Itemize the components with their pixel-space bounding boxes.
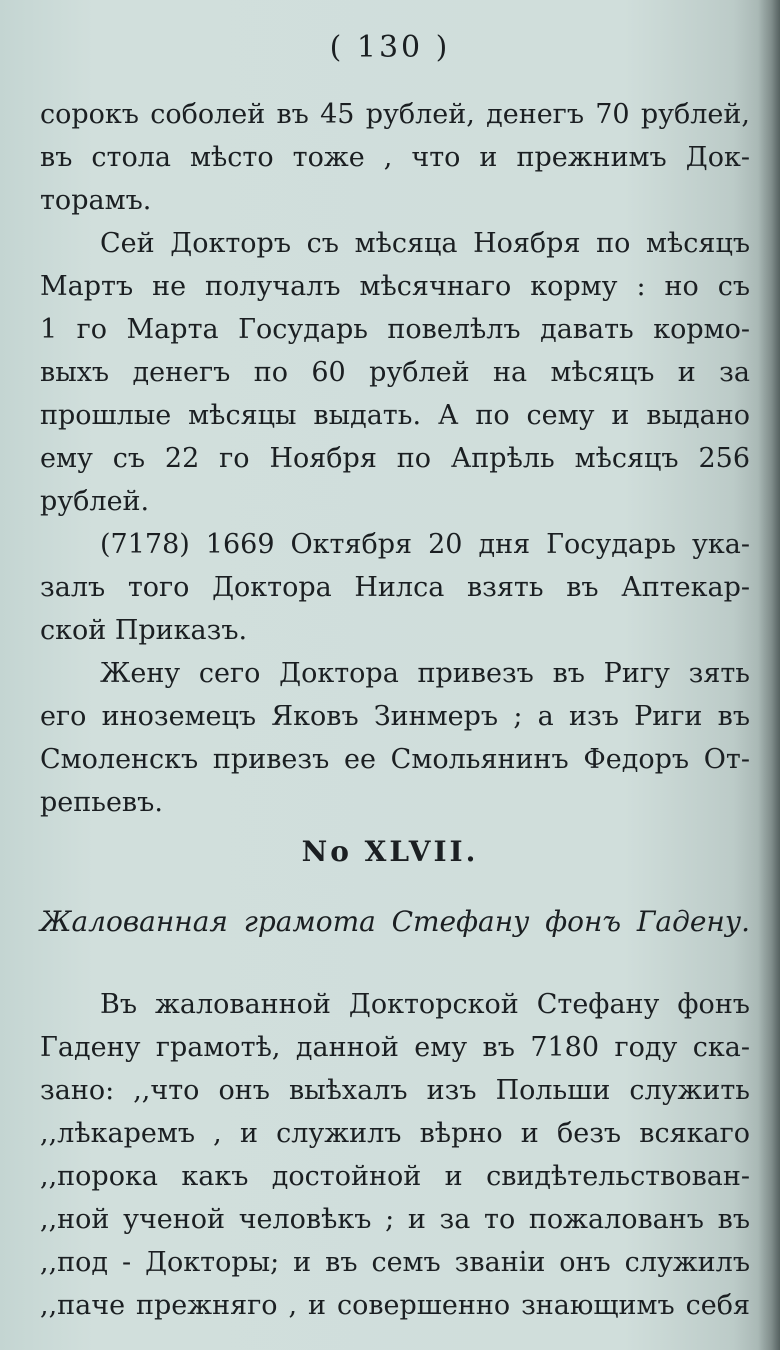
text-line-12: залъ того Доктора Нилса взять въ Аптекар- [40, 572, 750, 603]
text-line-19: Гадену грамотѣ, данной ему въ 7180 году ска- [40, 1032, 750, 1063]
text-line-15: его иноземецъ Яковъ Зинмеръ ; а изъ Риги въ [40, 701, 750, 732]
text-line-25: ,,паче прежняго , и совершенно знающимъ себя [40, 1290, 750, 1321]
text-line-16: Смоленскъ привезъ ее Смольянинъ Федоръ От- [40, 744, 750, 775]
text-line-7: выхъ денегъ по 60 рублей на мѣсяцъ и за [40, 357, 750, 388]
text-line-24: ,,под - Докторы; и въ семъ званіи онъ служилъ [40, 1247, 750, 1278]
text-line-17: репьевъ. [40, 787, 163, 818]
text-line-8: прошлые мѣсяцы выдать. А по сему и выдано [40, 400, 750, 431]
text-line-4: Сей Докторъ съ мѣсяца Ноября по мѣсяцъ [100, 228, 750, 259]
text-line-10: рублей. [40, 486, 150, 517]
text-line-1: сорокъ соболей въ 45 рублей, денегъ 70 рублей, [40, 99, 750, 130]
section-heading: No XLVII. [301, 835, 479, 868]
text-line-3: торамъ. [40, 185, 152, 216]
section-subheading: Жалованная грамота Стефану фонъ Гадену. [40, 905, 750, 938]
text-line-13: ской Приказъ. [40, 615, 248, 646]
text-line-11: (7178) 1669 Октября 20 дня Государь ука- [100, 529, 750, 560]
text-line-18: Въ жалованной Докторской Стефану фонъ [100, 989, 750, 1020]
text-line-5: Мартъ не получалъ мѣсячнаго корму : но съ [40, 271, 750, 302]
text-line-20: зано: ,,что онъ выѣхалъ изъ Польши служить [40, 1075, 750, 1106]
page-number: ( 130 ) [329, 30, 451, 65]
text-line-14: Жену сего Доктора привезъ въ Ригу зять [100, 658, 750, 689]
text-line-22: ,,порока какъ достойной и свидѣтельствован- [40, 1161, 750, 1192]
text-line-21: ,,лѣкаремъ , и служилъ вѣрно и безъ всякаго [40, 1118, 750, 1149]
text-line-6: 1 го Марта Государь повелѣлъ давать кормо- [40, 314, 750, 345]
text-line-9: ему съ 22 го Ноября по Апрѣль мѣсяцъ 256 [40, 443, 750, 474]
text-line-2: въ стола мѣсто тоже , что и прежнимъ Док- [40, 142, 750, 173]
text-line-23: ,,ной ученой человѣкъ ; и за то пожалованъ въ [40, 1204, 750, 1235]
page-binding-shadow [758, 0, 780, 1350]
